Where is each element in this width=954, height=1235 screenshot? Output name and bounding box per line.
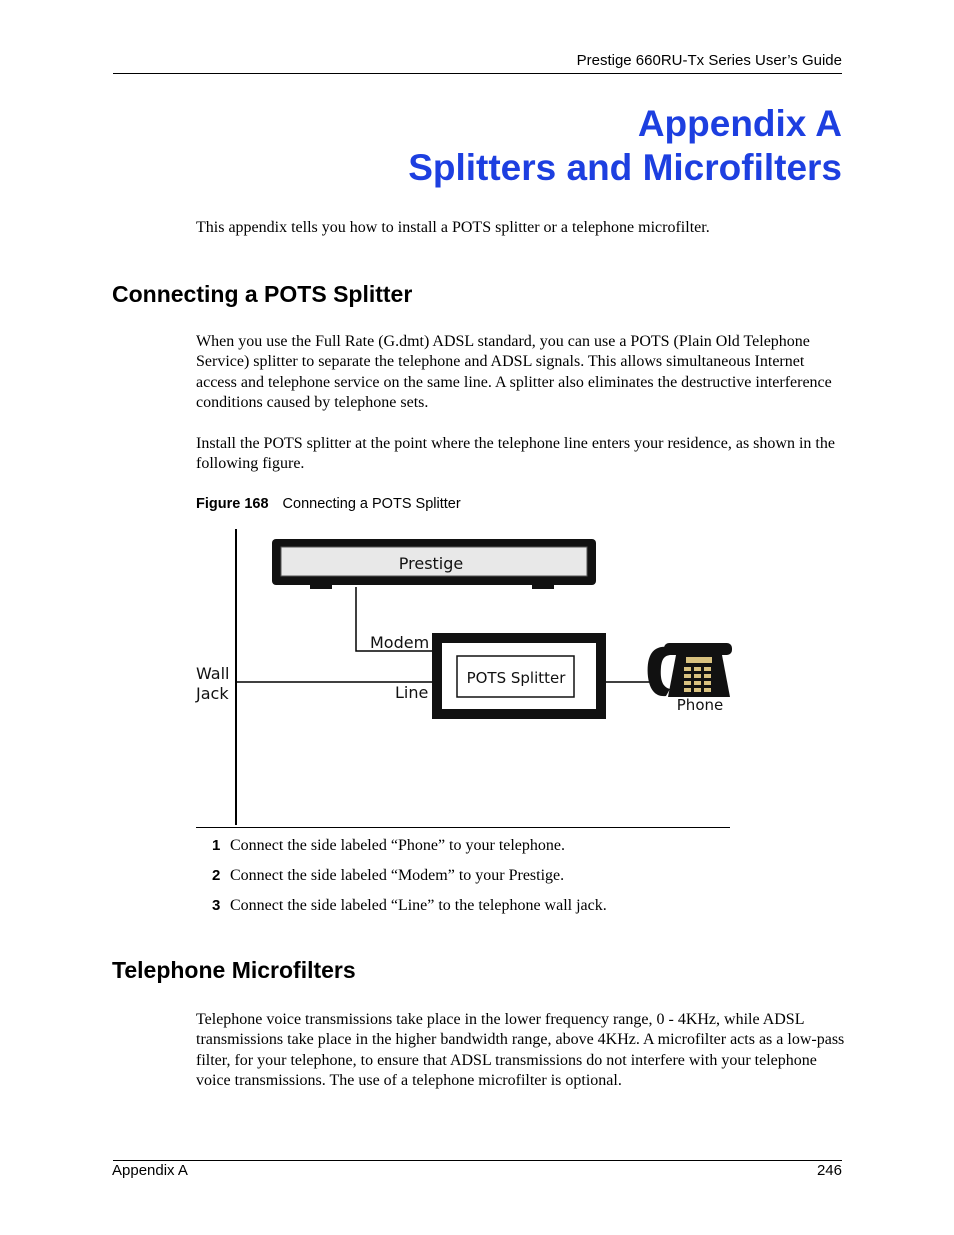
figure-caption	[196, 496, 461, 512]
figure-number: Figure 168	[196, 496, 269, 512]
list-item	[212, 896, 607, 926]
footer-section: Appendix A	[112, 1162, 188, 1179]
figure-rule	[196, 827, 730, 828]
prestige-device	[272, 539, 596, 589]
splitter-label: POTS Splitter	[466, 669, 566, 687]
step-number: 2	[212, 867, 221, 884]
modem-label: Modem	[370, 633, 430, 652]
wall-label: Wall	[196, 664, 230, 683]
pots-paragraph-2: Install the POTS splitter at the point where the telephone line enters your residence, as shown in the following figure.	[196, 435, 835, 473]
pots-splitter-box	[432, 633, 606, 719]
telephone-icon	[648, 643, 732, 714]
running-header: Prestige 660RU-Tx Series User’s Guide	[576, 52, 842, 69]
phone-label: Phone	[676, 696, 724, 714]
step-number: 1	[212, 837, 221, 854]
section-heading-pots-splitter: Connecting a POTS Splitter	[112, 281, 413, 307]
page-number: 246	[816, 1162, 842, 1179]
pots-splitter-diagram	[190, 525, 750, 825]
header-rule	[113, 73, 842, 74]
intro-paragraph: This appendix tells you how to install a POTS splitter or a telephone microfilter.	[196, 219, 710, 236]
pots-paragraph-1: When you use the Full Rate (G.dmt) ADSL standard, you can use a POTS (Plain Old Telephone Service) splitter to separate the telephone and ADSL signals. This allows simultaneous Internet access and telephone service on the same line. A splitter also eliminates the destructive interference conditions caused by telephone sets.	[196, 333, 832, 412]
figure-caption-text: Connecting a POTS Splitter	[282, 496, 461, 512]
jack-label: Jack	[196, 684, 229, 703]
title-line-1: Appendix A	[637, 103, 842, 144]
section-heading-microfilters: Telephone Microfilters	[112, 957, 356, 983]
microfilter-paragraph: Telephone voice transmissions take place in the lower frequency range, 0 - 4KHz, while ADSL transmissions take place in the higher bandwidth range, above 4KHz. A microfilter acts as a low-pass filter, for your telephone, to ensure that ADSL transmissions do not interfere with your telephone voice transmissions. The use of a telephone microfilter is optional.	[196, 1011, 845, 1090]
list-item	[212, 866, 607, 896]
list-item	[212, 836, 607, 866]
line-label: Line	[395, 683, 429, 702]
title-line-2: Splitters and Microfilters	[408, 147, 842, 188]
prestige-label: Prestige	[398, 554, 464, 573]
steps-list	[212, 836, 607, 926]
step-text: Connect the side labeled “Phone” to your telephone.	[230, 837, 566, 854]
step-number: 3	[212, 897, 221, 914]
step-text: Connect the side labeled “Line” to the telephone wall jack.	[230, 897, 607, 914]
page-title	[408, 102, 842, 190]
step-text: Connect the side labeled “Modem” to your Prestige.	[230, 867, 565, 884]
footer-rule	[113, 1160, 842, 1161]
